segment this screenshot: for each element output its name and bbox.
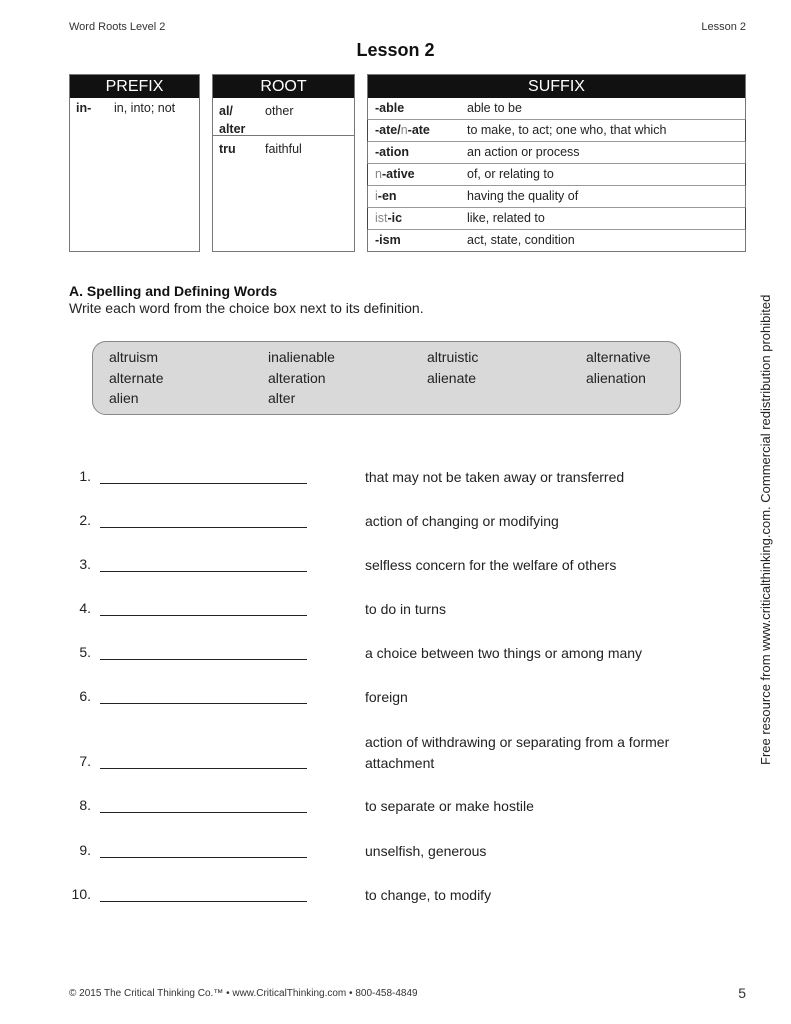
item-number: 2. bbox=[79, 512, 91, 528]
item-definition: to change, to modify bbox=[365, 887, 492, 903]
choice-word: alter bbox=[268, 390, 296, 406]
item-definition: to do in turns bbox=[365, 601, 446, 617]
suffix-text: -ate bbox=[407, 123, 430, 137]
answer-blank[interactable] bbox=[100, 483, 307, 484]
suffix-table bbox=[367, 74, 746, 252]
choice-box bbox=[92, 341, 681, 415]
answer-blank[interactable] bbox=[100, 703, 307, 704]
suffix-part bbox=[375, 98, 467, 119]
item-number: 8. bbox=[79, 797, 91, 813]
book-title: Word Roots Level 2 bbox=[69, 21, 166, 33]
suffix-text: -en bbox=[377, 189, 397, 203]
suffix-row bbox=[368, 230, 745, 252]
suffix-row bbox=[368, 98, 745, 120]
item-definition: that may not be taken away or transferred bbox=[365, 469, 625, 485]
choice-word: inalienable bbox=[268, 349, 335, 365]
answer-blank[interactable] bbox=[100, 857, 307, 858]
suffix-row bbox=[368, 186, 745, 208]
root-part-line1: al/ bbox=[219, 104, 233, 118]
item-definition: to separate or make hostile bbox=[365, 798, 534, 814]
lesson-label: Lesson 2 bbox=[701, 21, 746, 33]
suffix-meaning: able to be bbox=[467, 101, 522, 115]
suffix-text: -ic bbox=[387, 211, 403, 225]
choice-word: alienate bbox=[427, 369, 477, 386]
answer-blank[interactable] bbox=[100, 571, 307, 572]
suffix-part bbox=[375, 230, 467, 252]
choice-word: altruistic bbox=[427, 349, 479, 365]
page-title: Lesson 2 bbox=[356, 40, 435, 60]
suffix-part bbox=[375, 208, 467, 229]
item-number: 3. bbox=[79, 556, 91, 572]
item-definition: foreign bbox=[365, 689, 408, 705]
suffix-meaning: of, or relating to bbox=[467, 167, 554, 181]
suffix-heading: SUFFIX bbox=[368, 75, 745, 98]
prefix-meaning: in, into; not bbox=[114, 101, 176, 115]
item-number: 5. bbox=[79, 644, 91, 660]
answer-blank[interactable] bbox=[100, 812, 307, 813]
page-number: 5 bbox=[738, 985, 746, 1001]
suffix-part bbox=[375, 142, 467, 163]
answer-blank[interactable] bbox=[100, 527, 307, 528]
suffix-row bbox=[368, 142, 745, 164]
item-definition: unselfish, generous bbox=[365, 843, 487, 859]
suffix-part bbox=[375, 186, 467, 207]
prefix-part: in- bbox=[76, 101, 92, 115]
root-part: tru bbox=[219, 142, 236, 156]
suffix-part bbox=[375, 120, 467, 141]
item-number: 1. bbox=[79, 468, 91, 484]
suffix-connector: n bbox=[375, 167, 382, 181]
item-definition: selfless concern for the welfare of others bbox=[365, 557, 617, 573]
item-number: 9. bbox=[79, 842, 91, 858]
item-number: 6. bbox=[79, 688, 91, 704]
section-instruction: Write each word from the choice box next to its definition. bbox=[69, 300, 424, 316]
item-number: 7. bbox=[79, 753, 91, 769]
answer-blank[interactable] bbox=[100, 615, 307, 616]
suffix-row bbox=[367, 164, 746, 186]
suffix-row bbox=[367, 208, 746, 230]
prefix-row bbox=[70, 98, 199, 115]
item-definition: action of changing or modifying bbox=[365, 513, 559, 529]
root-table bbox=[212, 74, 355, 252]
answer-blank[interactable] bbox=[100, 768, 307, 769]
root-row bbox=[213, 98, 354, 136]
answer-blank[interactable] bbox=[100, 901, 307, 902]
section-title: A. Spelling and Defining Words bbox=[69, 283, 278, 299]
suffix-meaning: act, state, condition bbox=[467, 233, 575, 247]
suffix-connector: n bbox=[400, 123, 408, 137]
choice-word: alternate bbox=[109, 369, 164, 386]
root-meaning: other bbox=[265, 104, 294, 118]
choice-word: alteration bbox=[268, 369, 326, 386]
suffix-text: -ism bbox=[375, 233, 401, 247]
answer-blank[interactable] bbox=[100, 659, 307, 660]
choice-word: alternative bbox=[586, 349, 651, 365]
root-part-line2: alter bbox=[219, 122, 246, 136]
item-number: 4. bbox=[79, 600, 91, 616]
choice-word: alien bbox=[109, 390, 139, 406]
item-definition: a choice between two things or among many bbox=[365, 645, 643, 661]
root-part bbox=[219, 102, 265, 135]
root-row bbox=[213, 136, 354, 158]
side-note: Free resource from www.criticalthinking.com. Commercial redistribution prohibited bbox=[758, 294, 773, 765]
suffix-part bbox=[375, 164, 467, 185]
root-heading: ROOT bbox=[213, 75, 354, 98]
suffix-row bbox=[367, 120, 746, 142]
item-definition: action of withdrawing or separating from a former attachment bbox=[365, 734, 670, 771]
suffix-connector: i bbox=[375, 189, 378, 203]
prefix-heading: PREFIX bbox=[70, 75, 199, 98]
suffix-connector: ist bbox=[375, 211, 388, 225]
prefix-table bbox=[69, 74, 200, 252]
suffix-text: -ation bbox=[375, 145, 410, 159]
suffix-text: -able bbox=[375, 101, 405, 115]
suffix-text: -ative bbox=[381, 167, 415, 181]
choice-word: altruism bbox=[109, 349, 159, 365]
suffix-meaning: an action or process bbox=[467, 145, 580, 159]
suffix-meaning: having the quality of bbox=[467, 189, 579, 203]
root-meaning: faithful bbox=[265, 142, 302, 156]
choice-word: alienation bbox=[586, 369, 646, 386]
item-number: 10. bbox=[71, 886, 91, 902]
suffix-text: -ate/ bbox=[375, 123, 401, 137]
suffix-meaning: like, related to bbox=[467, 211, 545, 225]
suffix-meaning: to make, to act; one who, that which bbox=[467, 123, 667, 137]
footer-copyright: © 2015 The Critical Thinking Co.™ • www.CriticalThinking.com • 800-458-4849 bbox=[69, 988, 418, 999]
